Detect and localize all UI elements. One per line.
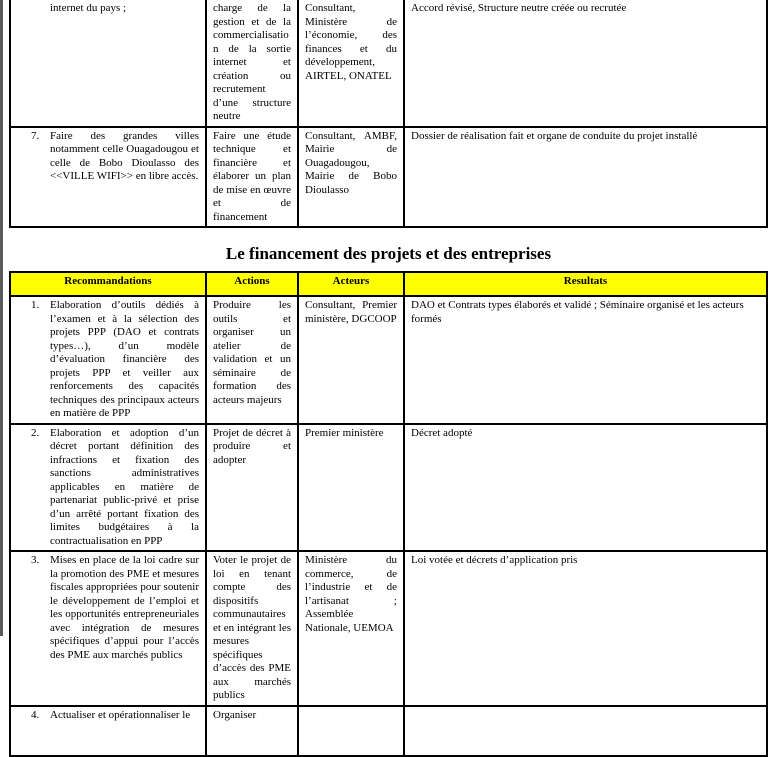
section-title: Le financement des projets et des entreprises xyxy=(225,244,552,263)
recommendation-cell xyxy=(10,706,206,756)
item-number: 7. xyxy=(31,129,40,142)
table-header-row xyxy=(10,272,767,296)
results-cell xyxy=(404,706,767,756)
recommendation-cell xyxy=(10,296,206,424)
item-number: 1. xyxy=(31,299,40,311)
recommendation-text: Elaboration d’outils dédiés à l’examen et à la sélection des projets PPP (DAO et contrats types…), d’un modèle d’évaluation financière des projets PPP et veiller aux renforcements des capacités techniques des principaux acteurs en matière de PPP xyxy=(50,299,199,419)
upper-table xyxy=(9,0,768,228)
table-row xyxy=(10,0,767,127)
table-row xyxy=(10,424,767,552)
header-resultats: Resultats xyxy=(404,272,767,296)
table-row xyxy=(10,127,767,228)
results-cell: Décret adopté xyxy=(404,424,767,552)
results-cell: Dossier de réalisation fait et organe de conduite du projet installé xyxy=(404,127,767,228)
results-cell: DAO et Contrats types élaborés et validé ; Séminaire organisé et les acteurs formés xyxy=(404,296,767,424)
actors-cell: Consultant, Premier ministère, DGCOOP xyxy=(298,296,404,424)
recommendation-text: internet du pays ; xyxy=(50,2,127,14)
recommendation-cell xyxy=(10,127,206,228)
document-page xyxy=(9,0,768,757)
recommendation-text: Elaboration et adoption d’un décret portant définition des infractions et fixation des sanctions administratives applicables en matière de partenariat public-privé et prise d’un arrêté portant fixation des limites budgétaires à la contractualisation en PPP xyxy=(50,426,199,547)
recommendation-cell xyxy=(10,551,206,706)
results-cell: Loi votée et décrets d’application pris xyxy=(404,551,767,706)
action-cell: Projet de décret à produire et adopter xyxy=(206,424,298,552)
action-cell: Faire une étude technique et financière et élaborer un plan de mise en œuvre et de financement xyxy=(206,127,298,228)
header-recommandations: Recommandations xyxy=(10,272,206,296)
actors-cell xyxy=(298,706,404,756)
header-acteurs: Acteurs xyxy=(298,272,404,296)
recommendation-cell xyxy=(10,424,206,552)
table-row xyxy=(10,706,767,756)
action-cell: charge de la gestion et de la commercialisation de la sortie internet et création ou recrutement d’une structure neutre xyxy=(206,0,298,127)
financing-table xyxy=(9,271,768,757)
item-number xyxy=(17,2,50,16)
recommendation-text: Faire des grandes villes notamment celle Ouagadougou et celle de Bobo Dioulasso des <<VILLE WIFI>> en libre accès. xyxy=(50,129,199,182)
recommendation-cell xyxy=(10,0,206,127)
action-cell: Voter le projet de loi en tenant compte des dispositifs communautaires et en intégrant les mesures spécifiques d’accès des PME aux marchés publics xyxy=(206,551,298,706)
item-number: 3. xyxy=(31,554,40,566)
item-number: 4. xyxy=(31,708,40,721)
recommendation-text: Actualiser et opérationnaliser le xyxy=(50,708,191,721)
header-actions: Actions xyxy=(206,272,298,296)
table-row xyxy=(10,551,767,706)
table-row xyxy=(10,296,767,424)
page-edge-strip xyxy=(0,0,3,636)
actors-cell: Ministère du commerce, de l’industrie et de l’artisanat ; Assemblée Nationale, UEMOA xyxy=(298,551,404,706)
item-number: 2. xyxy=(31,426,40,439)
actors-cell: Consultant, AMBF, Mairie de Ouagadougou, Mairie de Bobo Dioulasso xyxy=(298,127,404,228)
results-cell: Accord révisé, Structure neutre créée ou recrutée xyxy=(404,0,767,127)
action-cell: Produire les outils et organiser un atelier de validation et un séminaire de formation des acteurs majeurs xyxy=(206,296,298,424)
action-cell: Organiser xyxy=(206,706,298,756)
actors-cell: Consultant, Ministère de l’économie, des finances et du développement, AIRTEL, ONATEL xyxy=(298,0,404,127)
actors-cell: Premier ministère xyxy=(298,424,404,552)
recommendation-text: Mises en place de la loi cadre sur la promotion des PME et mesures fiscales appropriées pour soutenir le développement de l’emploi et les opportunités entrepreneuriales avec intégration de mesures spécifiques d’appui pour l’accès des PME aux marchés publics xyxy=(50,554,199,661)
